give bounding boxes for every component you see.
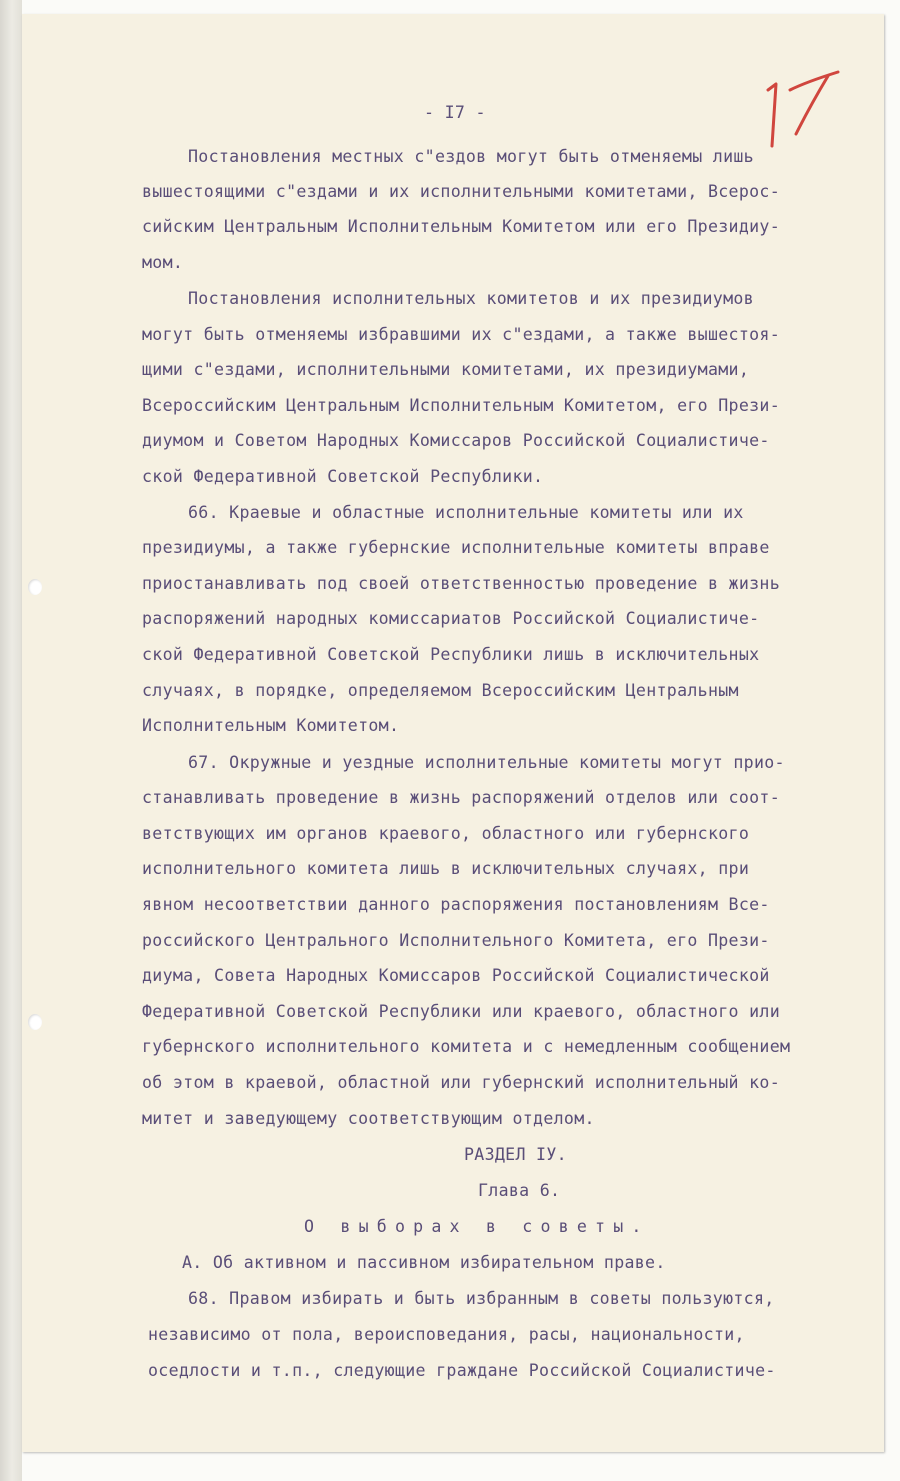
text-line: ской Федеративной Советской Республики лишь в исключительных xyxy=(142,645,760,664)
text-line: Исполнительным Комитетом. xyxy=(142,716,400,735)
text-line: явном несоответствии данного распоряжения постановлениям Все- xyxy=(142,895,770,914)
text-line: губернского исполнительного комитета и с немедленным сообщением xyxy=(142,1037,791,1056)
section-heading: РАЗДЕЛ IУ. xyxy=(464,1145,567,1164)
text-line: 66. Краевые и областные исполнительные комитеты или их xyxy=(188,503,744,522)
text-line: щими с"ездами, исполнительными комитетами, их президиумами, xyxy=(142,360,750,379)
text-line: мом. xyxy=(142,253,184,272)
text-line: исполнительного комитета лишь в исключительных случаях, при xyxy=(142,859,750,878)
text-line: 67. Окружные и уездные исполнительные комитеты могут прио- xyxy=(188,753,785,772)
chapter-title: О выборах в советы. xyxy=(304,1217,650,1236)
text-line: оседлости и т.п., следующие граждане Российской Социалистиче- xyxy=(148,1361,776,1380)
text-line: митет и заведующему соответствующим отделом. xyxy=(142,1109,595,1128)
text-line: Всероссийским Центральным Исполнительным Комитетом, его Прези- xyxy=(142,396,780,415)
text-line: могут быть отменяемы избравшими их с"ездами, а также вышестоя- xyxy=(142,325,780,344)
text-line: распоряжений народных комиссариатов Российской Социалистиче- xyxy=(142,609,760,628)
typewritten-text xyxy=(22,14,884,1452)
page-number: - I7 - xyxy=(424,103,486,122)
text-line: приостанавливать под своей ответственностью проведение в жизнь xyxy=(142,574,780,593)
binding-edge xyxy=(0,0,22,1481)
text-line: президиумы, а также губернские исполнительные комитеты вправе xyxy=(142,538,770,557)
text-line: диума, Совета Народных Комиссаров Российской Социалистической xyxy=(142,966,770,985)
text-line: 68. Правом избирать и быть избранным в советы пользуются, xyxy=(188,1289,775,1308)
text-line: станавливать проведение в жизнь распоряжений отделов или соот- xyxy=(142,788,780,807)
subsection-heading: А. Об активном и пассивном избирательном праве. xyxy=(182,1253,666,1272)
text-line: Постановления местных с"ездов могут быть отменяемы лишь xyxy=(188,147,754,166)
text-line: ветствующих им органов краевого, областного или губернского xyxy=(142,824,750,843)
text-line: сийским Центральным Исполнительным Комитетом или его Президиу- xyxy=(142,217,780,236)
text-line: Федеративной Советской Республики или краевого, областного или xyxy=(142,1002,780,1021)
text-line: Постановления исполнительных комитетов и их президиумов xyxy=(188,289,754,308)
text-line: вышестоящими с"ездами и их исполнительными комитетами, Всерос- xyxy=(142,182,780,201)
document-page xyxy=(22,14,884,1452)
text-line: ской Федеративной Советской Республики. xyxy=(142,467,544,486)
chapter-heading: Глава 6. xyxy=(478,1181,561,1200)
text-line: случаях, в порядке, определяемом Всероссийским Центральным xyxy=(142,681,739,700)
text-line: независимо от пола, вероисповедания, расы, национальности, xyxy=(148,1325,745,1344)
text-line: об этом в краевой, областной или губернский исполнительный ко- xyxy=(142,1073,780,1092)
text-line: российского Центрального Исполнительного Комитета, его Прези- xyxy=(142,931,770,950)
text-line: диумом и Советом Народных Комиссаров Российской Социалистиче- xyxy=(142,431,770,450)
